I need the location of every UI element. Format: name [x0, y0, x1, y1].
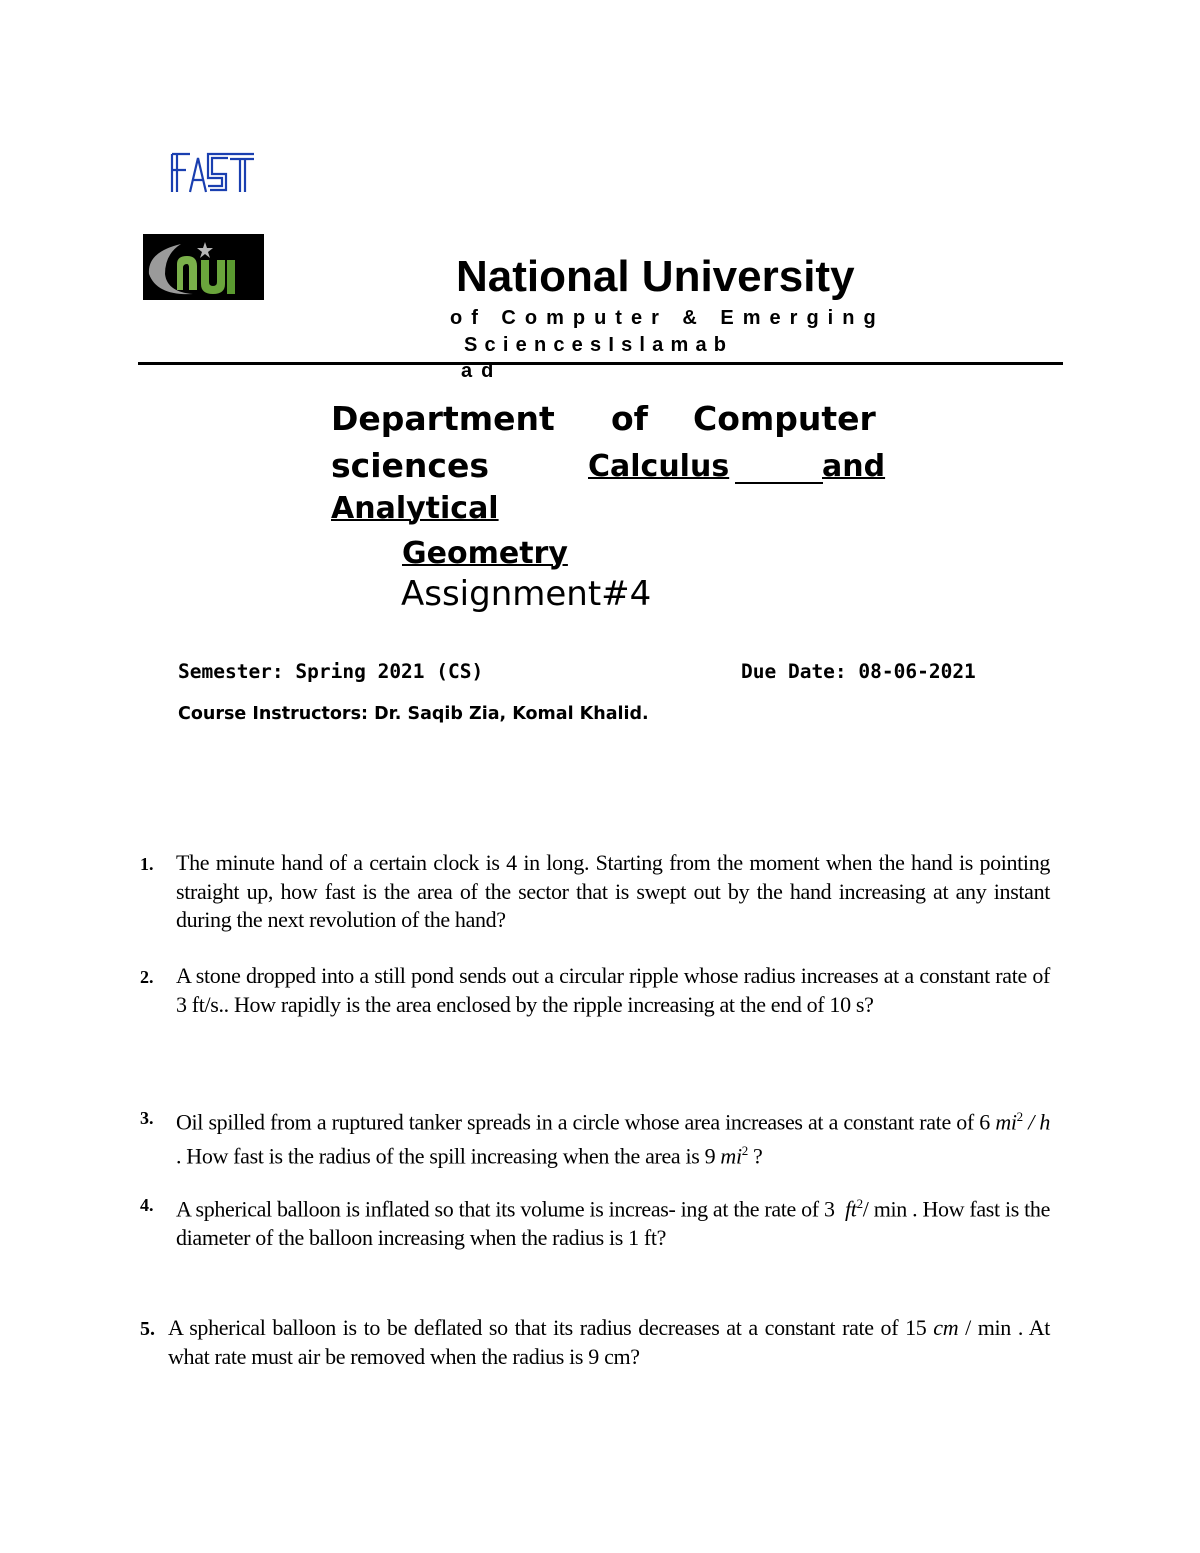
unit-cm: cm [933, 1315, 959, 1340]
exponent: 2 [856, 1196, 863, 1211]
university-name: National University [456, 252, 855, 301]
department-word: sciences [331, 446, 489, 485]
university-subtitle-line1: of Computer & Emerging [450, 307, 885, 329]
department-word: Computer [693, 399, 876, 438]
question-text-part: A spherical balloon is inflated so that its volume is increas- ing at the rate of 3 [176, 1196, 835, 1222]
unit-mi: mi [720, 1143, 742, 1169]
question-number: 1. [140, 854, 154, 874]
question-number: 3. [140, 1108, 154, 1128]
course-title-word: and [822, 449, 886, 484]
question-text: A stone dropped into a still pond sends out a circular ripple whose radius increases at a constant rate of 3 ft/s.. How rapidly is the area enclosed by the ripple increasing at the end of 10 s? [176, 963, 1050, 1017]
question-text-part: A spherical balloon is to be deflated so that its radius decreases at a constant rate of 15 [168, 1315, 927, 1340]
header-divider [138, 362, 1063, 365]
question-number: 2. [140, 967, 154, 987]
exponent: 2 [1016, 1109, 1023, 1124]
question-text-part: . At what rate must air be removed when the radius is 9 cm? [168, 1315, 1051, 1369]
assignment-title: Assignment#4 [401, 574, 652, 614]
question-text [176, 1190, 1050, 1252]
question-text-part: Oil spilled from a ruptured tanker spreads in a circle whose area increases at a constant rate of 6 [176, 1109, 990, 1135]
department-word: of [611, 399, 649, 438]
unit-per-min: / min [958, 1315, 1011, 1340]
due-date: Due Date: 08-06-2021 [741, 660, 976, 683]
semester-info: Semester: Spring 2021 (CS) [178, 660, 484, 683]
question-text [168, 1314, 1050, 1371]
question-text: The minute hand of a certain clock is 4 in long. Starting from the moment when the hand is pointing straight up, how fast is the area of the sector that is swept out by the hand increasing at any instant during the next revolution of the hand? [176, 850, 1050, 932]
question-text-part: . How fast is the diameter of the balloon increasing when the radius is 1 ft? [176, 1196, 1050, 1250]
fast-logo [170, 150, 256, 196]
question-number: 4. [140, 1195, 154, 1215]
course-title-word: Analytical [331, 491, 499, 526]
question-number: 5. [140, 1318, 155, 1340]
unit-mi: mi [995, 1109, 1017, 1135]
course-title-word: Geometry [402, 536, 568, 571]
nu-logo [143, 234, 264, 300]
department-word: Department [331, 399, 555, 438]
course-title-word: Calculus [588, 449, 730, 484]
course-title-underline [735, 482, 823, 484]
university-subtitle-line3: ad [461, 360, 503, 382]
question-text-part: ? [753, 1143, 763, 1169]
question-text [176, 1103, 1050, 1171]
university-subtitle-line2: SciencesIslamab [464, 334, 734, 356]
unit-per-min: / min [862, 1196, 907, 1222]
fast-logo-text: FAST [170, 150, 173, 151]
course-instructors: Course Instructors: Dr. Saqib Zia, Komal Khalid. [178, 704, 649, 724]
unit-per-hour: / h [1022, 1109, 1051, 1135]
unit-ft: ft [845, 1196, 857, 1222]
question-text-part: . How fast is the radius of the spill increasing when the area is 9 [176, 1143, 716, 1169]
exponent: 2 [741, 1142, 748, 1158]
